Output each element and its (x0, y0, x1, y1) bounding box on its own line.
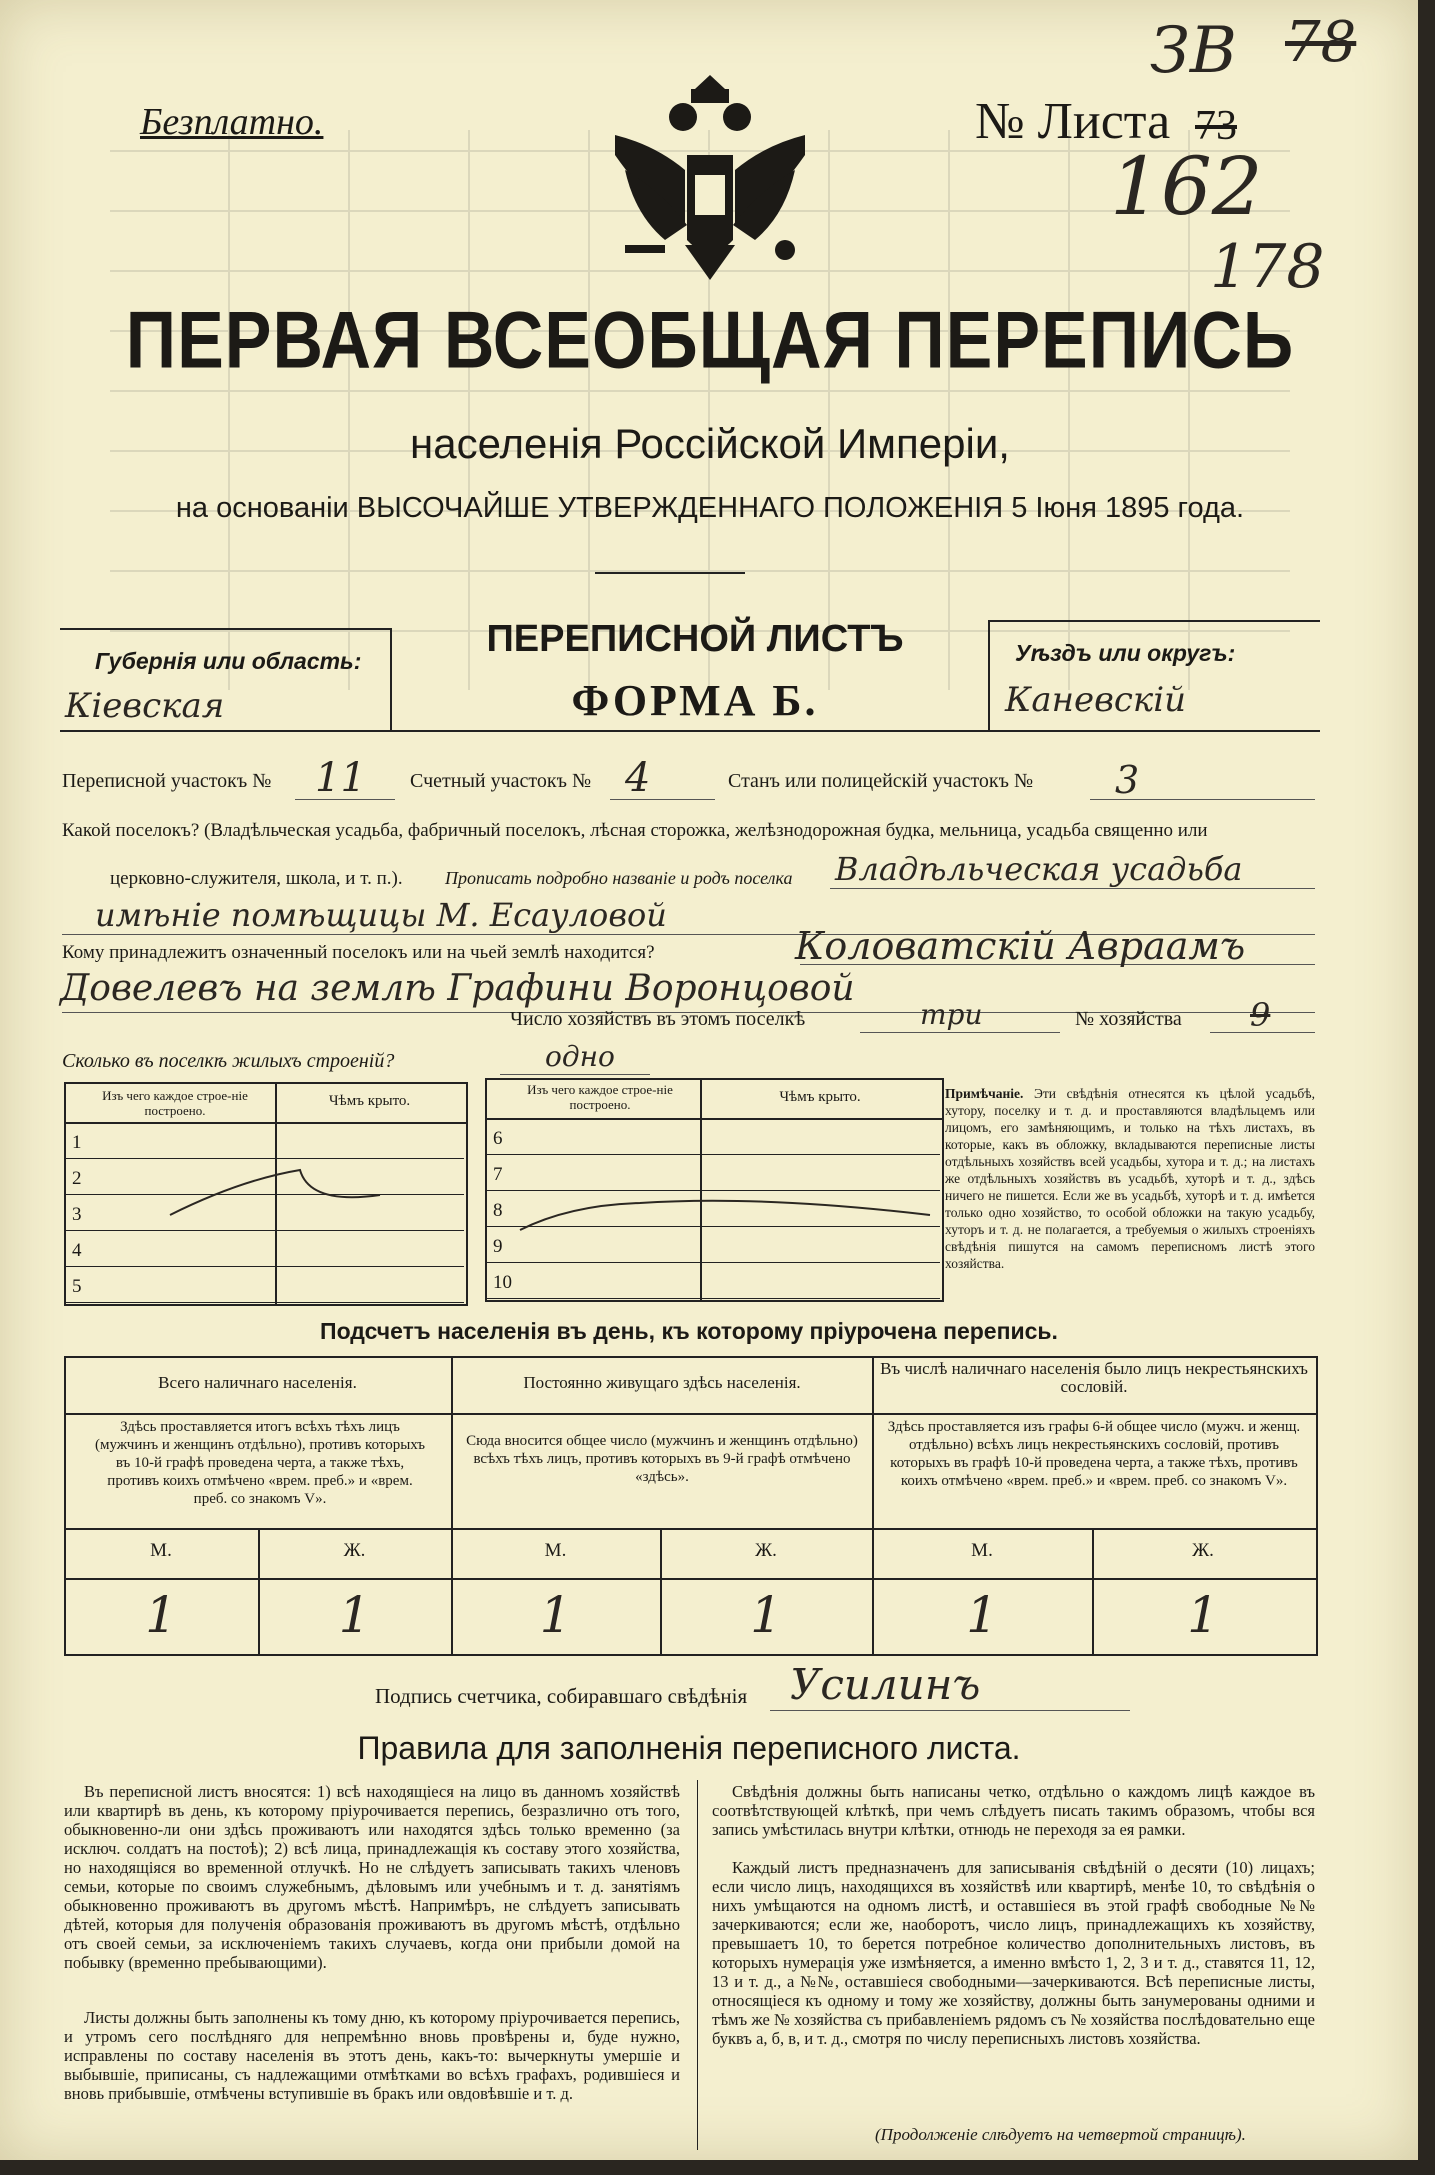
nonpeasant-female-value: 1 (1187, 1586, 1219, 1644)
buildings-row-line (64, 1302, 464, 1303)
settlement-question-cont: церковно-служителя, школа, и т. п.). (110, 868, 403, 889)
settlement-question: Какой поселокъ? (Владѣльческая усадьба, фабричный поселокъ, лѣсная сторожка, желѣзнодорожная будка, мельница, усадьба священно или (62, 820, 1208, 841)
note-label: Примѣчаніе. (945, 1086, 1024, 1101)
population-col2-text: Сюда вносится общее число (мужчинъ и женщинъ отдѣльно) всѣхъ тѣхъ лицъ, противъ которыхъ въ 9-й графѣ отмѣчено «здѣсь». (466, 1433, 858, 1485)
buildings-left-col2: Чѣмъ крыто. (328, 1093, 411, 1109)
owner-label: Кому принадлежитъ означенный поселокъ или на чьей землѣ находится? (62, 942, 655, 963)
household-number-label: № хозяйства (1075, 1008, 1182, 1030)
buildings-left-col1: Изъ чего каждое строе-ніе построено. (102, 1088, 248, 1118)
gubernia-value: Кіевская (65, 686, 225, 726)
sheet-number-handwritten: 162 (1110, 140, 1263, 233)
buildings-label: Сколько въ поселкѣ жилыхъ строеній? (62, 1050, 395, 1072)
buildings-row-number: 2 (72, 1168, 82, 1189)
rules-right-p2: Каждый листъ предназначенъ для записыванія свѣдѣній о десяти (10) лицахъ; если число лицъ, находящихся въ хозяйствѣ или квартирѣ, менѣе 10, то свѣдѣнія о нихъ умѣщаются на одномъ листѣ, и оставшіеся въ этой графѣ свободные №№ зачеркиваются; если же, наоборотъ, число лицъ, принадлежащихъ къ хозяйству, превышаетъ 10, то берется потребное количество дополнительныхъ листовъ, въ которыхъ нумерація уже измѣняется, а именно вмѣсто 1, 2, 3 и т. д., ставятся 11, 12, 13 и т. д., а №№, оставшіеся свободными—зачеркиваются. Всѣ переписные листы, относящіеся къ одному и тому же хозяйству, должны быть занумерованы одними и тѣмъ же № хозяйства съ прибавленіемъ рядомъ съ № хозяйства послѣдовательно еще буквъ а, б, в, и т. д., смотря по числу переписныхъ листовъ хозяйства. (712, 1858, 1315, 2048)
buildings-left-dash-mark (160, 1160, 390, 1230)
household-number-value: 9 (1250, 996, 1271, 1034)
buildings-row-number: 1 (72, 1132, 82, 1153)
census-basis: на основаніи ВЫСОЧАЙШЕ УТВЕРЖДЕННАГО ПОЛОЖЕНІЯ 5 Іюня 1895 года. (175, 492, 1245, 524)
buildings-row-number: 4 (72, 1240, 82, 1261)
district-value: 11 (315, 755, 366, 801)
sheet-number-struck: 73 (1195, 103, 1237, 149)
stan-value: 3 (1115, 758, 1140, 802)
note-text: Эти свѣдѣнія отнесятся къ цѣлой усадьбѣ, хутору, поселку и т. д. и проставляются владѣльцемъ или лицомъ, его замѣняющимъ, и только на тѣхъ листахъ, въ которые, какъ въ обложку, вкладываются переписные листы отдѣльныхъ хозяйствъ всей усадьбы, хутора и т. д.; на листахъ же отдѣльныхъ хозяйствъ въ усадьбѣ, хуторѣ и т. д., здѣсь ничего не пишется. Если же въ усадьбѣ, хуторѣ и т. д. имѣется только одно хозяйство, то особой обложки на такую усадьбу, хуторъ и т. д. не полагается, а требуемыя о жилыхъ строеніяхъ свѣдѣнія пишутся на самомъ переписномъ листѣ этого хозяйства. (945, 1086, 1315, 1271)
form-title: ПЕРЕПИСНОЙ ЛИСТЪ (486, 618, 904, 660)
buildings-row-number: 7 (493, 1164, 503, 1185)
buildings-row-number: 3 (72, 1204, 82, 1225)
settlement-value-line1: Владѣльческая усадьба (835, 850, 1243, 888)
buildings-right-col1: Изъ чего каждое строе-ніе построено. (527, 1082, 673, 1112)
buildings-row-line (64, 1266, 464, 1267)
households-value: три (920, 998, 983, 1031)
buildings-row-line (485, 1298, 940, 1299)
buildings-row-line (64, 1158, 464, 1159)
buildings-right-dash-mark (510, 1185, 940, 1235)
buildings-right-col2: Чѣмъ крыто. (779, 1089, 861, 1105)
signature-value: Усилинъ (790, 1660, 981, 1709)
form-title-rule (60, 730, 1320, 732)
col1-male-header: М. (150, 1540, 172, 1561)
total-male-value: 1 (145, 1586, 177, 1644)
signature-label: Подпись счетчика, собиравшаго свѣдѣнія (375, 1684, 748, 1708)
sheet-number-label: № Листа (975, 93, 1171, 150)
rules-left-p2: Листы должны быть заполнены къ тому дню, къ которому пріурочивается перепись, и утромъ сего послѣдняго для непремѣнно вновь провѣрены и, буде нужно, исправлены по составу населенія въ этотъ день, какъ-то: вычеркнуты умершіе и выбывшіе, приписаны, съ надлежащими отмѣтками во всѣхъ графахъ, родившіеся и вновь прибывшіе, отмѣчены вступившіе въ бракъ или овдовѣвшіе и т. д. (64, 2008, 680, 2103)
stan-label: Станъ или полицейскій участокъ № (728, 770, 1034, 792)
uezd-label: Уѣздъ или округъ: (1015, 640, 1236, 666)
owner-value-line2: Довелевъ на землѣ Графини Воронцовой (60, 968, 855, 1009)
population-col3-title: Въ числѣ наличнаго населенія было лицъ некрестьянскихъ сословій. (880, 1359, 1308, 1396)
col2-female-header: Ж. (755, 1540, 777, 1561)
buildings-row-line (485, 1154, 940, 1155)
buildings-row-number: 9 (493, 1236, 503, 1257)
buildings-note (945, 1085, 1315, 1272)
buildings-value: одно (545, 1040, 615, 1073)
buildings-row-line (64, 1230, 464, 1231)
imperial-eagle-emblem (595, 75, 825, 280)
buildings-row-number: 6 (493, 1128, 503, 1149)
sheet-number-alt: 178 (1210, 232, 1325, 302)
rules-right-p1: Свѣдѣнія должны быть написаны четко, отдѣльно о каждомъ лицѣ каждое въ соотвѣтствующей клѣткѣ, при чемъ слѣдуетъ писать такимъ образомъ, чтобы вся запись умѣстилась внутри клѣтки, отнюдь не переходя за ея рамки. (712, 1782, 1315, 1839)
buildings-row-number: 8 (493, 1200, 503, 1221)
rules-divider (697, 1780, 698, 2150)
permanent-female-value: 1 (750, 1586, 782, 1644)
households-label: Число хозяйствъ въ этомъ поселкѣ (510, 1008, 806, 1030)
col3-female-header: Ж. (1192, 1540, 1214, 1561)
count-district-label: Счетный участокъ № (410, 770, 592, 792)
nonpeasant-male-value: 1 (966, 1586, 998, 1644)
census-title: ПЕРВАЯ ВСЕОБЩАЯ ПЕРЕПИСЬ (125, 295, 1295, 385)
settlement-value-line2: имѣніе помѣщицы М. Есауловой (95, 896, 667, 934)
col1-female-header: Ж. (343, 1540, 366, 1561)
form-type: ФОРМА Б. (571, 676, 819, 725)
uezd-value: Каневскій (1005, 680, 1187, 720)
archive-number: ЗВ (1150, 14, 1237, 88)
gubernia-label: Губернія или область: (95, 648, 362, 674)
population-col3-text: Здѣсь проставляется изъ графы 6-й общее число (мужч. и женщ. отдѣльно) всѣхъ лицъ некрестьянскихъ сословій, противъ которыхъ въ графѣ 10-й проведена черта, а также тѣхъ, противъ коихъ отмѣчено «врем. преб.» и «врем. преб. со знакомъ V». (887, 1419, 1301, 1489)
rules-heading: Правила для заполненія переписного листа. (357, 1730, 1021, 1766)
rules-continued: (Продолженіе слѣдуетъ на четвертой страницѣ). (875, 2125, 1246, 2144)
population-col1-text: Здѣсь проставляется итогъ всѣхъ тѣхъ лицъ (мужчинъ и женщинъ отдѣльно), противъ которыхъ въ 10-й графѣ проведена черта, а также тѣхъ, противъ коихъ отмѣчено «врем. преб.» и «врем. преб. со знакомъ V». (95, 1419, 425, 1507)
archive-number-struck: 78 (1285, 10, 1357, 75)
buildings-row-number: 10 (493, 1272, 512, 1293)
permanent-male-value: 1 (539, 1586, 572, 1644)
free-label: Безплатно. (140, 101, 324, 143)
total-female-value: 1 (338, 1586, 371, 1644)
col3-male-header: М. (971, 1540, 993, 1561)
population-col2-title: Постоянно живущаго здѣсь населенія. (523, 1373, 801, 1392)
district-label: Переписной участокъ № (62, 770, 272, 792)
population-heading: Подсчетъ населенія въ день, къ которому пріурочена перепись. (320, 1318, 1058, 1344)
settlement-hint: Прописать подробно названіе и родъ поселка (445, 868, 793, 888)
buildings-row-line (485, 1262, 940, 1263)
rules-left-p1: Въ переписной листъ вносятся: 1) всѣ находящіеся на лицо въ данномъ хозяйствѣ или квартирѣ въ день, къ которому пріурочивается перепись, безразлично отъ того, обыкновенно-ли они здѣсь проживаютъ или находятся здѣсь только временно (за исключ. солдатъ на постоѣ); 2) всѣ лица, принадлежащія къ составу этого хозяйства, но находящіяся во временной отлучкѣ. Но не слѣдуетъ записывать такихъ членовъ семьи, которые по своимъ служебнымъ, дѣловымъ или учебнымъ и т. д. занятіямъ обыкновенно проживаютъ въ другомъ мѣстѣ. Напримѣръ, не слѣдуетъ записывать дѣтей, которыя для полученія образованія проживаютъ въ другомъ мѣстѣ, отдѣльно отъ своей семьи, за исключеніемъ такихъ случаевъ, когда они прибыли домой на побывку (временно пребывающими). (64, 1782, 680, 1972)
header-divider (595, 572, 745, 574)
census-subtitle: населенія Россійской Имперіи, (410, 420, 1010, 467)
owner-value-line1: Коловатскій Авраамъ (795, 924, 1246, 968)
buildings-row-number: 5 (72, 1276, 82, 1297)
count-district-value: 4 (625, 755, 651, 801)
col2-male-header: М. (544, 1540, 567, 1561)
population-col1-title: Всего наличнаго населенія. (158, 1373, 357, 1392)
